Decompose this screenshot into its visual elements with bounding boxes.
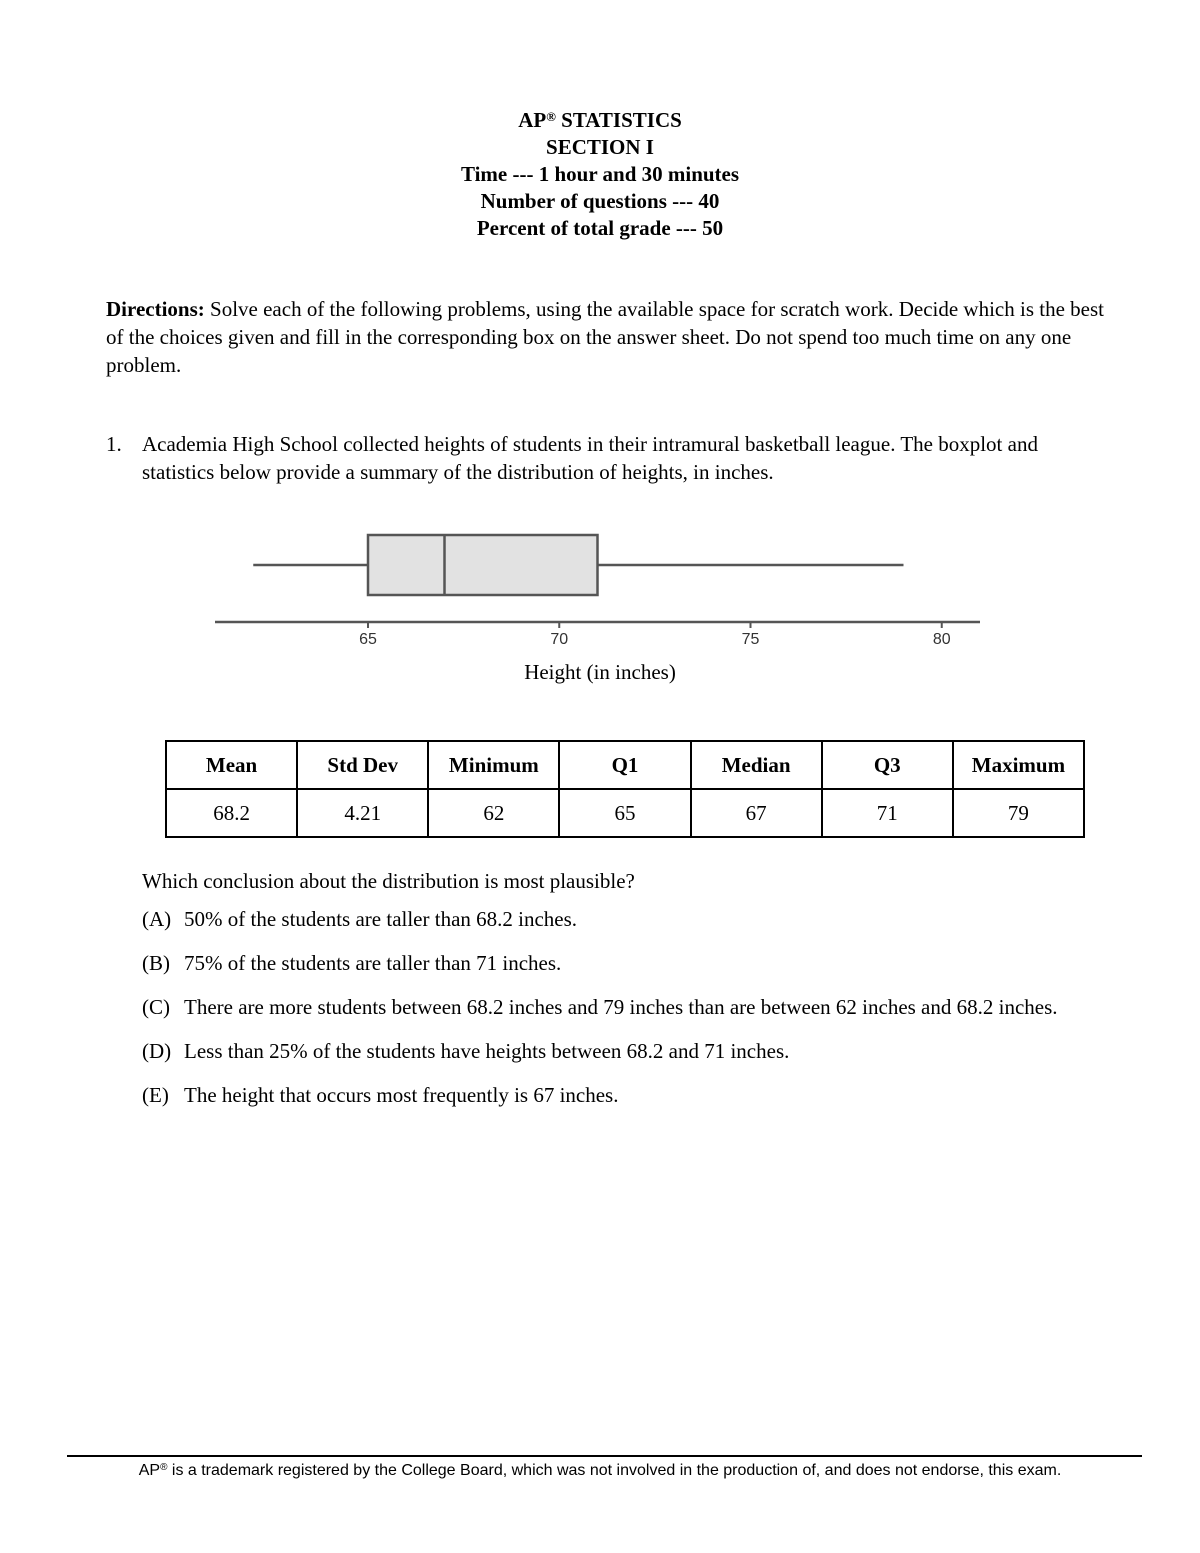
x-tick-label: 70 [550, 631, 569, 648]
choice-letter: (E) [142, 1083, 169, 1107]
choice-text: 50% of the students are taller than 68.2 inches. [184, 907, 578, 931]
header-median: Median [691, 741, 822, 789]
choice-d[interactable] [142, 1036, 1102, 1066]
choice-letter: (A) [142, 907, 172, 931]
choice-c[interactable] [142, 992, 1102, 1022]
boxplot-chart [200, 520, 1000, 695]
x-tick-label: 65 [359, 631, 377, 648]
grade-percent: Percent of total grade --- 50 [476, 216, 724, 240]
question-prompt: Which conclusion about the distribution is most plausible? [142, 869, 635, 893]
trademark-footer: AP® is a trademark registered by the College Board, which was not involved in the production of, and does not endorse, this exam. [138, 1462, 1062, 1479]
value-std-dev: 4.21 [297, 789, 428, 837]
footer-divider [67, 1455, 1142, 1457]
boxplot-svg [200, 520, 1000, 660]
directions-text: Solve each of the following problems, using the available space for scratch work. Decide which is the best of the choices given and fill in the corresponding box on the answer sheet. Do not spend too much time on any one problem. [106, 297, 1104, 377]
value-mean: 68.2 [166, 789, 297, 837]
choice-e[interactable] [142, 1080, 1102, 1110]
header-q3: Q3 [822, 741, 953, 789]
choice-text: Less than 25% of the students have heights between 68.2 and 71 inches. [184, 1039, 790, 1063]
value-median: 67 [691, 789, 822, 837]
choice-a[interactable] [142, 904, 1102, 934]
x-tick-label: 80 [932, 631, 951, 648]
time-limit: Time --- 1 hour and 30 minutes [460, 162, 740, 186]
exam-title: AP® STATISTICS [518, 108, 682, 132]
directions [106, 295, 1106, 379]
table-value-row [166, 789, 1084, 837]
value-maximum: 79 [953, 789, 1084, 837]
choice-text: There are more students between 68.2 inches and 79 inches than are between 62 inches and 68.2 inches. [184, 995, 1058, 1019]
choice-text: The height that occurs most frequently is 67 inches. [184, 1083, 619, 1107]
answer-choices [142, 904, 1102, 1124]
summary-statistics-table [165, 740, 1085, 838]
exam-header [0, 107, 1200, 242]
choice-letter: (C) [142, 995, 170, 1019]
choice-letter: (B) [142, 951, 170, 975]
header-minimum: Minimum [428, 741, 559, 789]
question-count: Number of questions --- 40 [480, 189, 720, 213]
iqr-box [368, 535, 598, 595]
value-q3: 71 [822, 789, 953, 837]
section-label: SECTION I [546, 135, 654, 159]
header-std-dev: Std Dev [297, 741, 428, 789]
value-minimum: 62 [428, 789, 559, 837]
table-header-row [166, 741, 1084, 789]
x-axis-title: Height (in inches) [524, 660, 676, 684]
value-q1: 65 [559, 789, 690, 837]
header-q1: Q1 [559, 741, 690, 789]
header-maximum: Maximum [953, 741, 1084, 789]
choice-text: 75% of the students are taller than 71 inches. [184, 951, 562, 975]
directions-label: Directions: [106, 297, 205, 321]
question-1 [106, 430, 1106, 486]
x-tick-label: 75 [741, 631, 760, 648]
choice-letter: (D) [142, 1039, 172, 1063]
header-mean: Mean [166, 741, 297, 789]
question-text: Academia High School collected heights of students in their intramural basketball league. The boxplot and statistics below provide a summary of the distribution of heights, in inches. [142, 432, 1038, 484]
choice-b[interactable] [142, 948, 1102, 978]
question-number: 1. [106, 432, 122, 456]
